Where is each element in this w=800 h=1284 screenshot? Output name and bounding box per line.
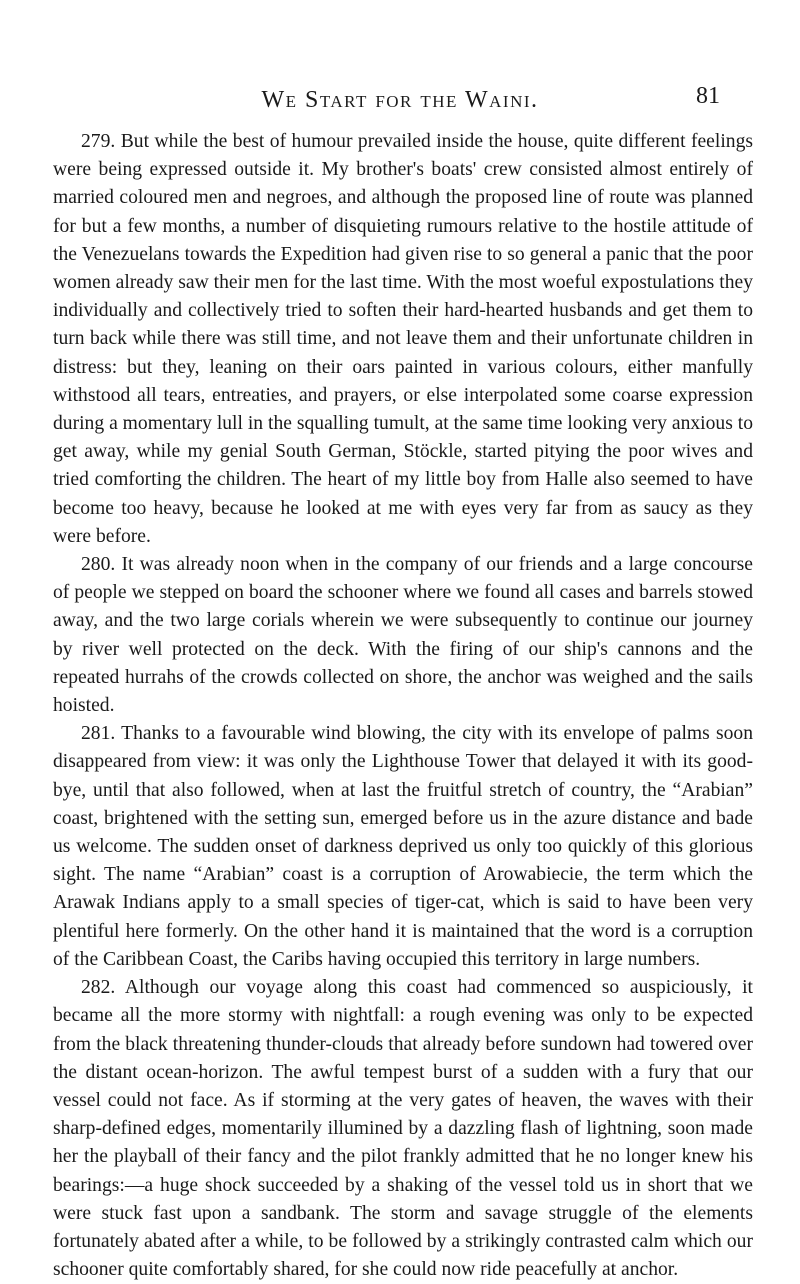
running-title: We Start for the Waini. [261,87,539,113]
paragraph-text: But while the best of humour prevailed inside the house, quite different feelings were being expressed outside it. My brother's boats' crew consisted almost entirely of married coloured men and negroes, and although the proposed line of route was planned for but a few months, a number of disquieting rumours relative to the hostile attitude of the Venezuelans towards the Expedition had given rise to so general a panic that the poor women already saw their men for the last time. With the most woeful expostulations they individually and collectively tried to soften their hard-hearted husbands and get them to turn back while there was still time, and not leave them and their unfortunate children in distress: but they, leaning on their oars painted in various colours, either manfully withstood all tears, entreaties, and prayers, or else interpolated some coarse expression during a momentary lull in the squalling tumult, at the same time looking very anxious to get away, while my genial South German, Stöckle, started pitying the poor wives and tried comforting the children. The heart of my little boy from Halle also seemed to have become too heavy, because he looked at me with eyes very far from as saucy as they were before. [53,131,753,547]
paragraph-number: 279. [81,131,116,152]
paragraph-number: 282. [81,977,116,999]
paragraph-number: 280. [81,554,116,576]
page-number: 81 [696,83,720,109]
paragraph-281 [53,720,753,974]
paragraph-280 [53,551,753,720]
paragraph-282 [53,974,753,1284]
paragraph-text: Although our voyage along this coast had commenced so auspiciously, it became all the more stormy with nightfall: a rough evening was only to be expected from the black threatening thunder-clouds that already before sundown had towered over the distant ocean-horizon. The awful tempest burst of a sudden with a fury that our vessel could not face. As if storming at the very gates of heaven, the waves with their sharp-defined edges, momentarily illumined by a dazzling flash of lightning, soon made her the playball of their fancy and the pilot frankly admitted that he no longer knew his bearings:—a huge shock succeeded by a shaking of the vessel told us in short that we were stuck fast upon a sandbank. The storm and savage struggle of the elements fortunately abated after a while, to be followed by a strikingly contrasted calm which our schooner quite comfortably shared, for she could now ride peacefully at anchor. [53,977,753,1281]
running-head [0,80,800,120]
paragraph-text: Thanks to a favourable wind blowing, the city with its envelope of palms soon disappeared from view: it was only the Lighthouse Tower that delayed it with its good-bye, until that also followed, when at last the fruitful stretch of country, the “Arabian” coast, brightened with the setting sun, emerged before us in the azure distance and bade us welcome. The sudden onset of darkness deprived us only too quickly of this glorious sight. The name “Arabian” coast is a corruption of Arowabiecie, the term which the Arawak Indians apply to a small species of tiger-cat, which is said to have been very plentiful here formerly. On the other hand it is maintained that the word is a corruption of the Caribbean Coast, the Caribs having occupied this territory in large numbers. [53,723,753,970]
paragraph-279 [53,128,753,551]
body-text [53,128,753,1284]
paragraph-text: It was already noon when in the company of our friends and a large concourse of people we stepped on board the schooner where we found all cases and barrels stowed away, and the two large corials wherein we were subsequently to continue our journey by river well protected on the deck. With the firing of our ship's cannons and the repeated hurrahs of the crowds collected on shore, the anchor was weighed and the sails hoisted. [53,554,753,717]
paragraph-number: 281. [81,723,116,745]
